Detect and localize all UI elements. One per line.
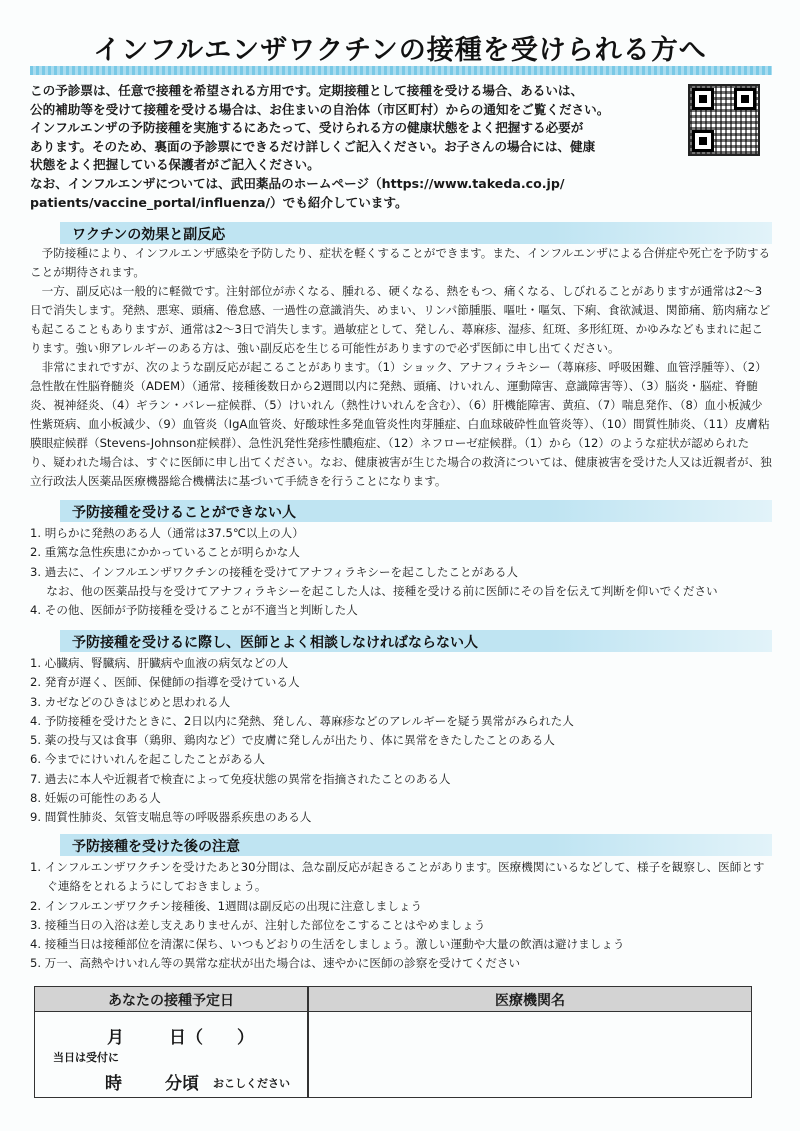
intro-line: 公的補助等を受けて接種を受ける場合は、お住まいの自治体（市区町村）からの通知をご覧ください。	[30, 101, 610, 117]
list-item: 4. 予防接種を受けたときに、2日以内に発熱、発しん、蕁麻疹などのアレルギーを疑う異常がみられた人	[30, 713, 574, 728]
section-heading-text: 予防接種を受けるに際し、医師とよく相談しなければならない人	[72, 635, 478, 651]
intro-line: patients/vaccine_portal/influenza/）でも紹介しています。	[30, 194, 408, 210]
list-item: 2. 重篤な急性疾患にかかっていることが明らかな人	[30, 545, 300, 560]
list-item: 9. 間質性肺炎、気管支喘息等の呼吸器系疾患のある人	[30, 810, 312, 825]
list-item: 1. 明らかに発熱のある人（通常は37.5℃以上の人）	[30, 526, 304, 540]
list-item: 4. 接種当日は接種部位を清潔に保ち、いつもどおりの生活をしましょう。激しい運動や大量の飲酒は避けましょう	[30, 937, 625, 952]
page-title: インフルエンザワクチンの接種を受けられる方へ	[93, 35, 707, 66]
section-heading	[30, 222, 772, 244]
list-item-note: なお、他の医薬品投与を受けてアナフィラキシーを起こした人は、接種を受ける前に医師にその旨を伝えて判断を仰いでください	[46, 583, 718, 598]
section-heading	[30, 500, 772, 522]
list-item: 5. 万一、高熱やけいれん等の異常な症状が出た場合は、速やかに医師の診察を受けてください	[30, 956, 521, 971]
list-item: 2. 発育が遅く、医師、保健師の指導を受けている人	[30, 675, 300, 690]
section-after-vaccination	[30, 834, 772, 974]
section-heading	[30, 834, 772, 856]
reception-note: 当日は受付に	[53, 1051, 119, 1064]
section-heading	[30, 630, 772, 652]
section-heading-text: 予防接種を受けることができない人	[72, 505, 296, 521]
schedule-box	[34, 986, 752, 1098]
effects-paragraph: 非常にまれですが、次のような副反応が起こることがあります。（1）ショック、アナフィラキシー（蕁麻疹、呼吸困難、血管浮腫等）、（2）急性散在性脳脊髄炎（ADEM）（通常、接種後数日から2週間以内に発熱、頭痛、けいれん、運動障害、意識障害等）、（3）脳炎・脳症、脊髄炎、視神経炎、（4）ギラン・バレー症候群、（5）けいれん（熱性けいれんを含む）、（6）肝機能障害、黄疸、（7）喘息発作、（8）血小板減少性紫斑病、血小板減少、（9）血管炎（IgA血管炎、好酸球性多発血管炎性肉芽腫症、白血球破砕性血管炎等）、（10）間質性肺炎、（11）皮膚粘膜眼症候群（Stevens-Johnson症候群）、急性汎発性発疹性膿疱症、（12）ネフローゼ症候群。（1）から（12）のような症状が認められたり、疑われた場合は、すぐに医師に申し出てください。なお、健康被害が生じた場合の救済については、健康被害を受けた人又は近親者が、独立行政法人医薬品医療機器総合機構法に基づいて手続きを行うことになります。	[30, 360, 772, 488]
section-cannot-receive	[30, 500, 772, 620]
section-heading-text: ワクチンの効果と副反応	[72, 227, 226, 243]
list-item: 3. 接種当日の入浴は差し支えありませんが、注射した部位をこすることはやめましょう	[30, 917, 486, 932]
list-item: 1. インフルエンザワクチンを受けたあと30分間は、急な副反応が起きることがあります。医療機関にいるなどして、様子を観察し、医師とすぐ連絡をとれるようにしておきましょう。	[30, 860, 765, 894]
list-item: 7. 過去に本人や近親者で検査によって免疫状態の異常を指摘されたことのある人	[30, 771, 451, 786]
intro-line: なお、インフルエンザについては、武田薬品のホームページ（https://www.takeda.co.jp/	[30, 175, 565, 191]
minute-field[interactable]: 分頃	[165, 1074, 199, 1094]
list-item: 6. 今までにけいれんを起こしたことがある人	[30, 752, 266, 767]
month-field[interactable]: 月	[107, 1028, 124, 1048]
day-field[interactable]: 日（ ）	[169, 1028, 254, 1048]
intro-line: インフルエンザの予防接種を実施するにあたって、受けられる方の健康状態をよく把握する必要が	[30, 120, 584, 136]
list-item: 5. 薬の投与又は食事（鶏卵、鶏肉など）で皮膚に発しんが出たり、体に異常をきたしたことのある人	[30, 733, 555, 748]
qr-code-icon[interactable]	[688, 84, 760, 156]
clinic-header: 医療機関名	[495, 993, 565, 1009]
hour-field[interactable]: 時	[105, 1074, 122, 1094]
section-consult-doctor	[30, 630, 772, 828]
list-item: 2. インフルエンザワクチン接種後、1週間は副反応の出現に注意しましょう	[30, 898, 423, 913]
list-item: 8. 妊娠の可能性のある人	[30, 791, 161, 806]
intro-text	[30, 82, 660, 212]
title-underline	[30, 66, 772, 75]
list-item: 3. 過去に、インフルエンザワクチンの接種を受けてアナフィラキシーを起こしたことがある人	[30, 564, 519, 579]
intro-line: あります。そのため、裏面の予診票にできるだけ詳しくご記入ください。お子さんの場合には、健康	[30, 138, 596, 154]
date-header: あなたの接種予定日	[108, 993, 234, 1009]
list-item: 3. カゼなどのひきはじめと思われる人	[30, 694, 231, 709]
list-item: 1. 心臓病、腎臓病、肝臓病や血液の病気などの人	[30, 656, 289, 670]
list-item: 4. その他、医師が予防接種を受けることが不適当と判断した人	[30, 603, 358, 618]
effects-paragraph: 一方、副反応は一般的に軽微です。注射部位が赤くなる、腫れる、硬くなる、熱をもつ、痛くなる、しびれることがありますが通常は2～3日で消失します。発熱、悪寒、頭痛、倦怠感、一過性の意識消失、めまい、リンパ節腫脹、嘔吐・嘔気、下痢、食欲減退、関節痛、筋肉痛なども起こることもありますが、通常は2～3日で消失します。過敏症として、発しん、蕁麻疹、湿疹、紅斑、多形紅斑、かゆみなどもまれに起こります。強い卵アレルギーのある方は、強い副反応を生じる可能性がありますので必ず医師に申し出てください。	[30, 284, 771, 355]
come-note: おこしください	[213, 1077, 290, 1090]
section-heading-text: 予防接種を受けた後の注意	[72, 839, 240, 855]
effects-paragraph: 予防接種により、インフルエンザ感染を予防したり、症状を軽くすることができます。また、インフルエンザによる合併症や死亡を予防することが期待されます。	[30, 246, 771, 279]
intro-line: 状態をよく把握している保護者がご記入ください。	[30, 157, 320, 173]
intro-line: この予診票は、任意で接種を希望される方用です。定期接種として接種を受ける場合、あるいは、	[30, 83, 584, 98]
section-effects	[30, 222, 772, 491]
clinic-name-field[interactable]	[309, 1013, 749, 1095]
